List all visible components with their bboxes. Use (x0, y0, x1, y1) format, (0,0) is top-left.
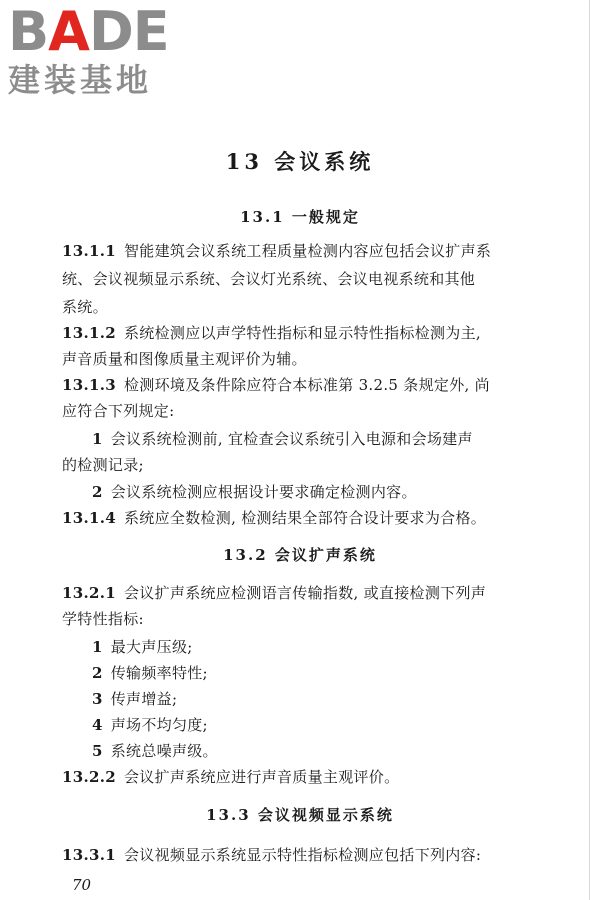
item-number: 2 (92, 664, 103, 682)
list-item (92, 740, 218, 761)
section-heading-13-1: 13.1 一般规定 (240, 208, 360, 226)
clause-line (62, 240, 491, 261)
clause-number: 13.3.1 (62, 846, 116, 864)
item-number: 3 (92, 690, 103, 708)
clause-number: 13.1.2 (62, 324, 116, 342)
item-number: 1 (92, 430, 103, 448)
clause-text: 系统检测应以声学特性指标和显示特性指标检测为主, (124, 324, 481, 342)
clause-line (62, 582, 486, 603)
clause-line: 系统。 (62, 298, 108, 316)
item-text: 会议系统检测应根据设计要求确定检测内容。 (110, 483, 417, 501)
clause-text: 检测环境及条件除应符合本标准第 3.2.5 条规定外, 尚 (124, 376, 490, 394)
clause-text: 会议视频显示系统显示特性指标检测应包括下列内容: (124, 846, 482, 864)
clause-line (62, 507, 486, 528)
list-item (92, 662, 208, 683)
clause-number: 13.1.3 (62, 376, 116, 394)
clause-line: 的检测记录; (62, 456, 144, 474)
brand-logo (8, 0, 183, 100)
clause-line: 应符合下列规定: (62, 402, 175, 420)
page-edge (589, 0, 590, 900)
item-text: 传声增益; (110, 690, 178, 708)
logo-subtitle: 建装基地 (8, 61, 153, 99)
clause-line: 学特性指标: (62, 610, 144, 628)
item-number: 1 (92, 638, 103, 656)
clause-text: 智能建筑会议系统工程质量检测内容应包括会议扩声系 (124, 242, 492, 260)
list-item (92, 428, 473, 449)
logo-wordmark: BADE (8, 0, 169, 63)
clause-line (62, 374, 490, 395)
list-item (92, 688, 177, 709)
item-number: 5 (92, 742, 103, 760)
clause-text: 系统应全数检测, 检测结果全部符合设计要求为合格。 (124, 509, 487, 527)
chapter-title: 13 会议系统 (225, 149, 375, 174)
list-item (92, 636, 193, 657)
item-number: 4 (92, 716, 103, 734)
item-text: 声场不均匀度; (110, 716, 208, 734)
section-heading-13-3: 13.3 会议视频显示系统 (206, 806, 394, 824)
page-number: 70 (72, 876, 92, 894)
section-heading-13-2: 13.2 会议扩声系统 (223, 546, 377, 564)
clause-line (62, 322, 481, 343)
clause-number: 13.2.2 (62, 768, 116, 786)
clause-line (62, 844, 481, 865)
list-item (92, 481, 417, 502)
clause-line: 声音质量和图像质量主观评价为辅。 (62, 350, 307, 368)
item-number: 2 (92, 483, 103, 501)
item-text: 系统总噪声级。 (110, 742, 218, 760)
list-item (92, 714, 208, 735)
clause-line: 统、会议视频显示系统、会议灯光系统、会议电视系统和其他 (62, 270, 476, 288)
clause-number: 13.1.1 (62, 242, 116, 260)
item-text: 传输频率特性; (110, 664, 208, 682)
clause-text: 会议扩声系统应进行声音质量主观评价。 (124, 768, 400, 786)
clause-text: 会议扩声系统应检测语言传输指数, 或直接检测下列声 (124, 584, 487, 602)
item-text: 会议系统检测前, 宜检查会议系统引入电源和会场建声 (110, 430, 473, 448)
item-text: 最大声压级; (110, 638, 193, 656)
clause-line (62, 766, 399, 787)
clause-number: 13.2.1 (62, 584, 116, 602)
clause-number: 13.1.4 (62, 509, 116, 527)
